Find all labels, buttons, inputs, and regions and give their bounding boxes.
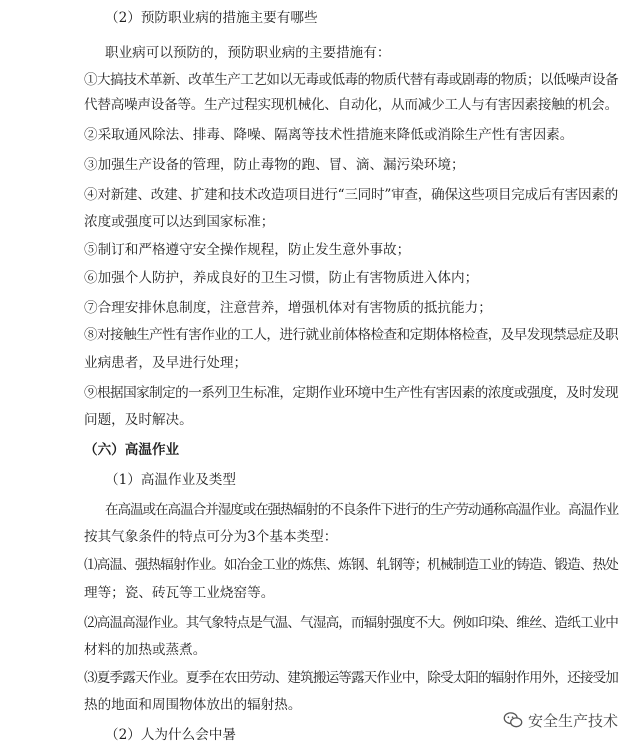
text-line-content: 浓度或强度可以达到国家标准； (84, 214, 275, 230)
wechat-icon (502, 709, 524, 731)
text-line-content: 代替高噪声设备等。生产过程实现机械化、自动化，从而减少工人与有害因素接触的机会。 (84, 97, 618, 113)
text-line-content: 问题，及时解决。 (84, 412, 193, 428)
text-line-content: 材料的加热或蒸煮。 (84, 642, 207, 658)
text-line-content: 业病患者，及早进行处理； (84, 355, 248, 371)
text-line-content: 按其气象条件的特点可分为3个基本类型： (84, 529, 338, 545)
watermark-text: 安全生产技术 (527, 711, 618, 730)
text-line-content: ⑦合理安排休息制度，注意营养，增强机体对有害物质的抵抗能力； (84, 300, 492, 316)
text-line-content: （六）高温作业 (84, 442, 180, 458)
text-line-content: ⑧对接触生产性有害作业的工人，进行就业前体格检查和定期体格检查，及早发现禁忌症及职 (84, 327, 618, 343)
text-line-content: ③加强生产设备的管理，防止毒物的跑、冒、滴、漏污染环境； (84, 157, 465, 173)
text-line-content: ⑴高温、强热辐射作业。如冶金工业的炼焦、炼钢、轧钢等；机械制造工业的铸造、锻造、热处 (84, 557, 618, 573)
text-line-content: ⑨根据国家制定的一系列卫生标准，定期作业环境中生产性有害因素的浓度或强度，及时发现 (84, 385, 618, 401)
text-line-content: ①大搞技术革新、改革生产工艺如以无毒或低毒的物质代替有毒或剧毒的物质；以低噪声设备 (84, 72, 618, 88)
text-line-content: ②采取通风除法、排毒、降噪、隔离等技术性措施来降低或消除生产性有害因素。 (84, 127, 574, 143)
text-line-content: 在高温或在高温合并湿度或在强热辐射的不良条件下进行的生产劳动通称高温作业。高温作业 (105, 502, 618, 518)
text-line-content: ⑵高温高湿作业。其气象特点是气温、气湿高，而辐射强度不大。例如印染、维丝、造纸工业中 (84, 615, 618, 631)
text-line-content: ⑥加强个人防护，养成良好的卫生习惯，防止有害物质进入体内； (84, 270, 479, 286)
text-line-content: 热的地面和周围物体放出的辐射热。 (84, 697, 302, 713)
text-line-content: （2）人为什么会中暑 (105, 727, 236, 743)
watermark (502, 708, 618, 732)
text-line-content: ⑤制订和严格遵守安全操作规程，防止发生意外事故； (84, 242, 411, 258)
text-line-content: ⑶夏季露天作业。夏季在农田劳动、建筑搬运等露天作业中，除受太阳的辐射作用外，还接受加 (84, 670, 618, 686)
text-line-content: （2）预防职业病的措施主要有哪些 (105, 10, 318, 26)
text-line-content: （1）高温作业及类型 (105, 472, 236, 488)
text-line-content: 理等；瓷、砖瓦等工业烧窑等。 (84, 585, 275, 601)
text-line-content: ④对新建、改建、扩建和技术改造项目进行“三同时”审查，确保这些项目完成后有害因素的 (84, 187, 618, 203)
text-line-content: 职业病可以预防的，预防职业病的主要措施有： (105, 45, 391, 61)
